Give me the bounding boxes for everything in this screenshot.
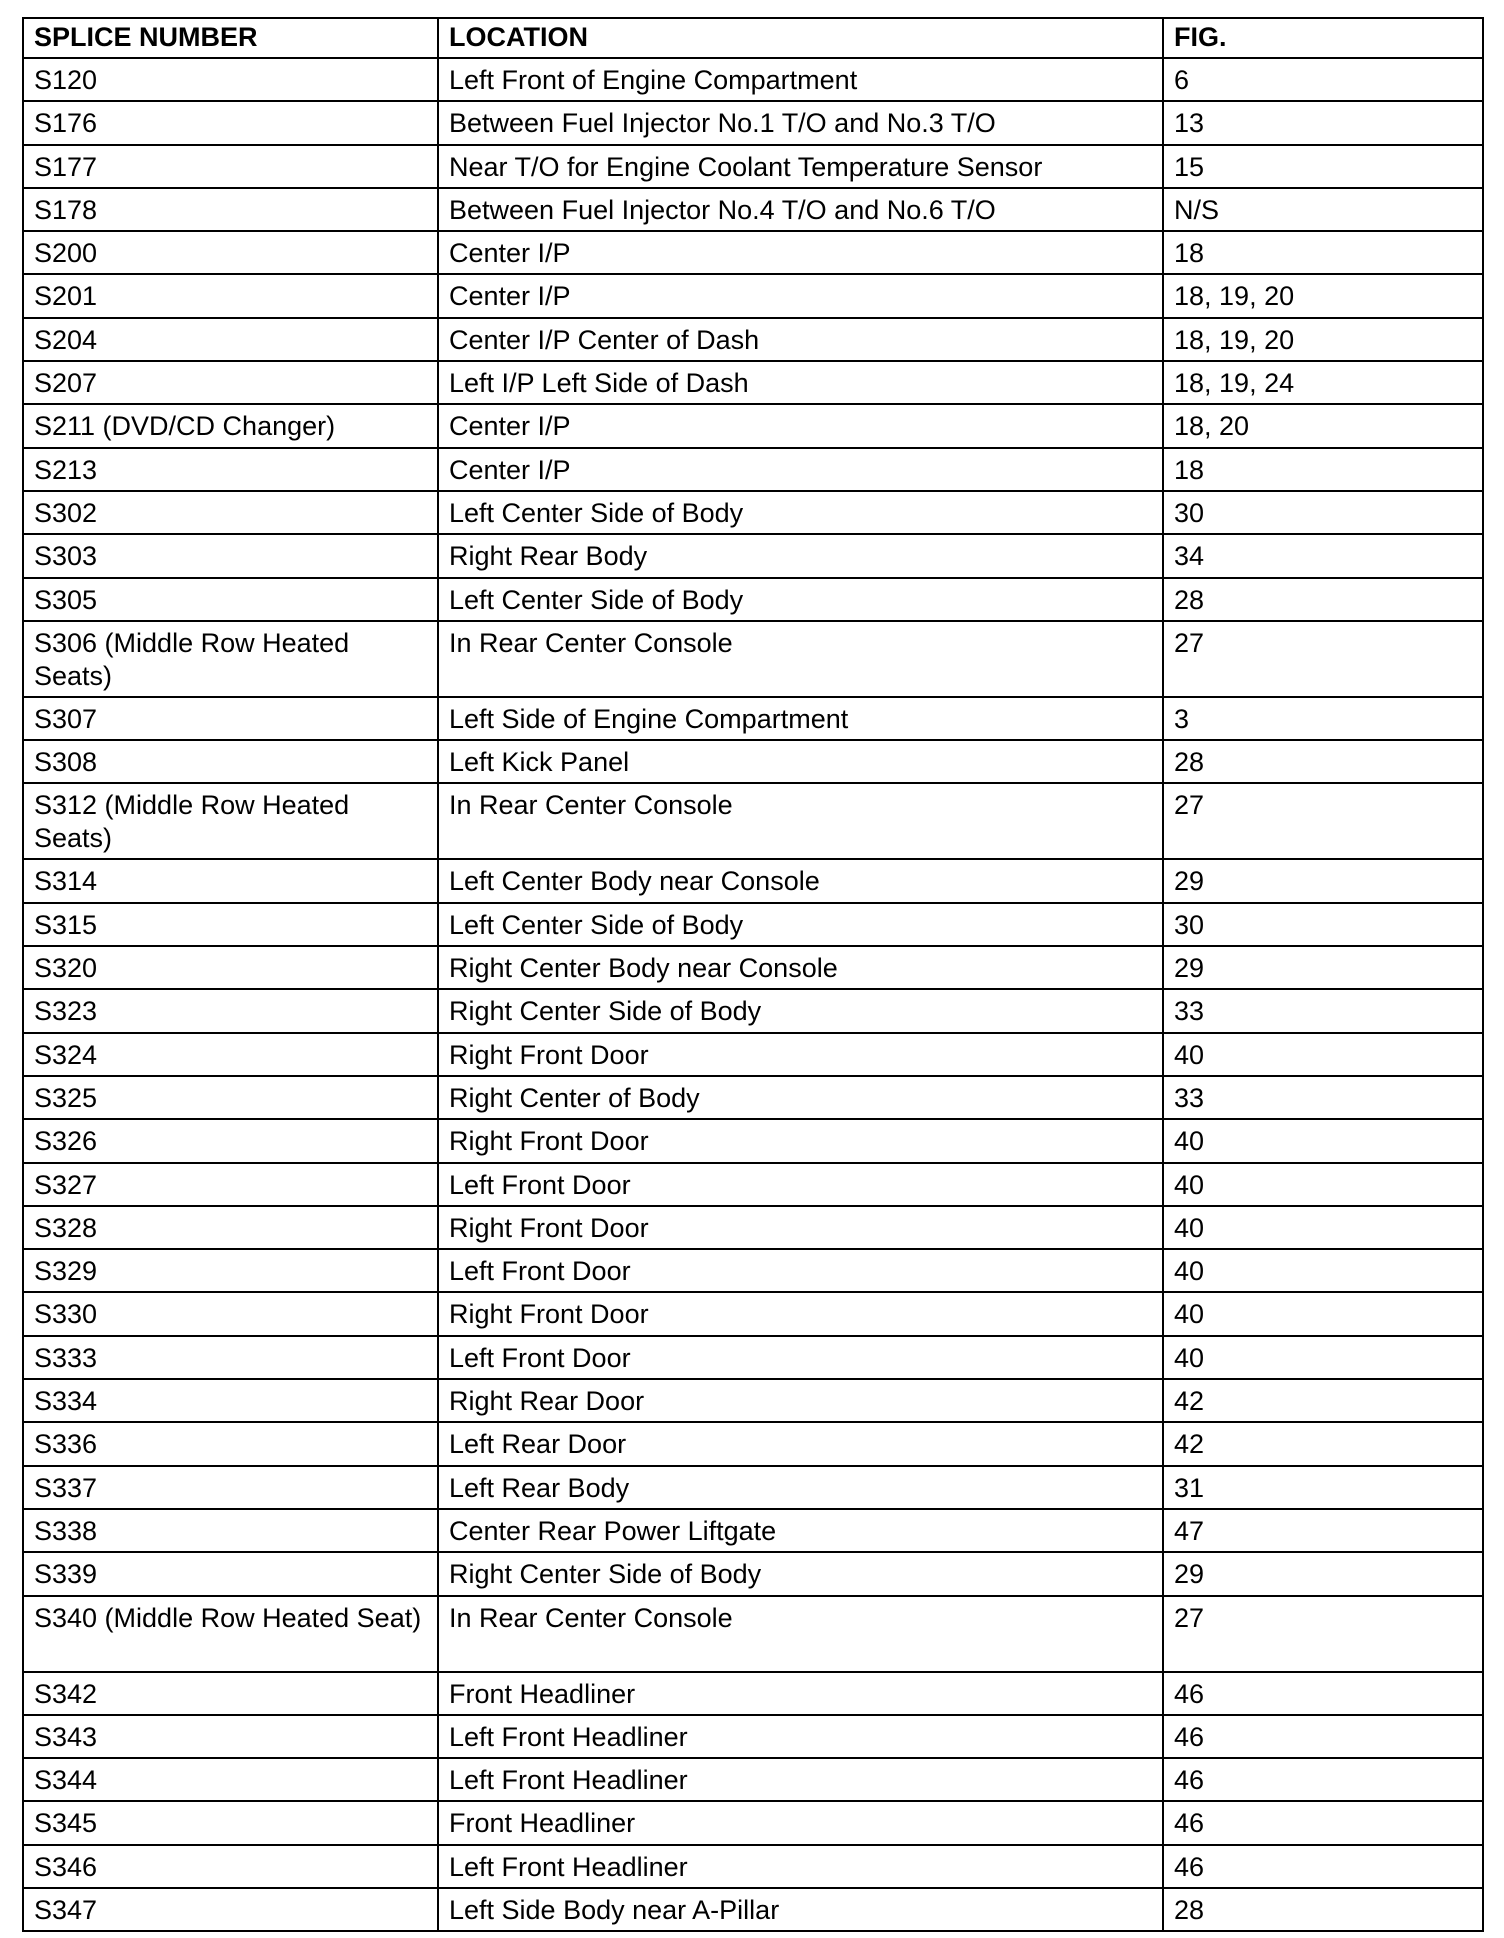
cell-location: Right Center of Body [438,1076,1163,1119]
cell-splice: S303 [23,534,438,577]
cell-fig: 42 [1163,1422,1483,1465]
cell-fig: 18 [1163,231,1483,274]
cell-splice: S312 (Middle Row Heated Seats) [23,783,438,859]
cell-splice: S178 [23,188,438,231]
table-row [23,448,1483,491]
cell-fig: 40 [1163,1249,1483,1292]
cell-fig: N/S [1163,188,1483,231]
cell-location: Right Center Body near Console [438,946,1163,989]
cell-fig: 40 [1163,1033,1483,1076]
cell-fig: 46 [1163,1758,1483,1801]
cell-splice: S177 [23,145,438,188]
cell-location: Right Center Side of Body [438,1552,1163,1595]
table-row [23,946,1483,989]
cell-splice: S338 [23,1509,438,1552]
cell-splice: S342 [23,1672,438,1715]
cell-splice: S201 [23,274,438,317]
cell-fig: 34 [1163,534,1483,577]
table-row [23,859,1483,902]
table-row [23,1758,1483,1801]
cell-location: Left Front Headliner [438,1758,1163,1801]
cell-fig: 46 [1163,1672,1483,1715]
cell-splice: S320 [23,946,438,989]
table-row [23,740,1483,783]
cell-location: Left Center Body near Console [438,859,1163,902]
cell-fig: 18, 19, 24 [1163,361,1483,404]
cell-location: In Rear Center Console [438,783,1163,859]
cell-splice: S200 [23,231,438,274]
cell-fig: 30 [1163,903,1483,946]
cell-location: Center I/P [438,274,1163,317]
cell-location: Right Front Door [438,1119,1163,1162]
cell-splice: S345 [23,1801,438,1844]
cell-location: Right Rear Body [438,534,1163,577]
table-row [23,1422,1483,1465]
cell-location: Left Front Headliner [438,1845,1163,1888]
cell-location: Center Rear Power Liftgate [438,1509,1163,1552]
table-row [23,903,1483,946]
table-row [23,1672,1483,1715]
table-header-row [23,18,1483,58]
cell-splice: S344 [23,1758,438,1801]
splice-location-table [22,17,1484,1932]
cell-splice: S305 [23,578,438,621]
cell-location: Center I/P [438,231,1163,274]
table-row [23,361,1483,404]
cell-fig: 33 [1163,1076,1483,1119]
table-row [23,783,1483,859]
cell-splice: S333 [23,1336,438,1379]
table-row [23,1249,1483,1292]
table-row [23,1292,1483,1335]
cell-splice: S324 [23,1033,438,1076]
cell-location: Left I/P Left Side of Dash [438,361,1163,404]
cell-location: Left Center Side of Body [438,491,1163,534]
cell-splice: S327 [23,1163,438,1206]
cell-fig: 28 [1163,578,1483,621]
cell-location: In Rear Center Console [438,621,1163,697]
cell-fig: 47 [1163,1509,1483,1552]
table-row [23,1509,1483,1552]
cell-fig: 29 [1163,1552,1483,1595]
cell-location: Right Rear Door [438,1379,1163,1422]
table-row [23,1119,1483,1162]
cell-splice: S325 [23,1076,438,1119]
table-row [23,404,1483,447]
cell-location: Center I/P [438,448,1163,491]
document-page [22,17,1482,1932]
cell-location: Left Front Door [438,1336,1163,1379]
cell-fig: 29 [1163,946,1483,989]
table-row [23,1801,1483,1844]
cell-fig: 42 [1163,1379,1483,1422]
table-row [23,58,1483,101]
cell-splice: S340 (Middle Row Heated Seat) [23,1596,438,1672]
cell-splice: S302 [23,491,438,534]
cell-splice: S323 [23,989,438,1032]
cell-fig: 46 [1163,1715,1483,1758]
table-row [23,1379,1483,1422]
cell-splice: S308 [23,740,438,783]
cell-splice: S343 [23,1715,438,1758]
cell-location: Right Front Door [438,1292,1163,1335]
table-row [23,101,1483,144]
cell-location: Left Side Body near A-Pillar [438,1888,1163,1931]
cell-splice: S330 [23,1292,438,1335]
cell-location: Front Headliner [438,1672,1163,1715]
cell-fig: 40 [1163,1206,1483,1249]
cell-location: Left Front Door [438,1249,1163,1292]
cell-splice: S306 (Middle Row Heated Seats) [23,621,438,697]
cell-fig: 40 [1163,1163,1483,1206]
cell-location: Left Front Headliner [438,1715,1163,1758]
cell-fig: 40 [1163,1292,1483,1335]
table-row [23,1845,1483,1888]
cell-splice: S347 [23,1888,438,1931]
cell-location: Front Headliner [438,1801,1163,1844]
cell-splice: S176 [23,101,438,144]
cell-fig: 46 [1163,1845,1483,1888]
cell-fig: 3 [1163,697,1483,740]
table-row [23,534,1483,577]
cell-location: Left Kick Panel [438,740,1163,783]
cell-location: Left Center Side of Body [438,903,1163,946]
table-row [23,578,1483,621]
table-row [23,1033,1483,1076]
cell-fig: 6 [1163,58,1483,101]
table-row [23,1888,1483,1931]
cell-location: Left Front Door [438,1163,1163,1206]
cell-location: Left Rear Door [438,1422,1163,1465]
cell-fig: 27 [1163,621,1483,697]
cell-fig: 40 [1163,1336,1483,1379]
cell-location: Between Fuel Injector No.4 T/O and No.6 T/O [438,188,1163,231]
cell-fig: 18, 19, 20 [1163,274,1483,317]
cell-location: Between Fuel Injector No.1 T/O and No.3 T/O [438,101,1163,144]
cell-splice: S339 [23,1552,438,1595]
table-row [23,621,1483,697]
cell-splice: S314 [23,859,438,902]
cell-location: Left Rear Body [438,1466,1163,1509]
table-row [23,318,1483,361]
cell-location: Center I/P Center of Dash [438,318,1163,361]
cell-location: Center I/P [438,404,1163,447]
cell-location: In Rear Center Console [438,1596,1163,1672]
cell-splice: S307 [23,697,438,740]
cell-fig: 29 [1163,859,1483,902]
cell-splice: S211 (DVD/CD Changer) [23,404,438,447]
cell-splice: S207 [23,361,438,404]
table-body [23,58,1483,1931]
cell-location: Right Front Door [438,1206,1163,1249]
table-row [23,231,1483,274]
cell-fig: 27 [1163,783,1483,859]
cell-fig: 30 [1163,491,1483,534]
table-row [23,1552,1483,1595]
table-row [23,274,1483,317]
table-row [23,1715,1483,1758]
cell-fig: 13 [1163,101,1483,144]
cell-splice: S346 [23,1845,438,1888]
cell-splice: S213 [23,448,438,491]
cell-splice: S337 [23,1466,438,1509]
table-row [23,989,1483,1032]
cell-fig: 27 [1163,1596,1483,1672]
cell-splice: S204 [23,318,438,361]
table-row [23,1336,1483,1379]
cell-splice: S336 [23,1422,438,1465]
cell-fig: 31 [1163,1466,1483,1509]
header-location: LOCATION [438,18,1163,58]
cell-fig: 33 [1163,989,1483,1032]
table-row [23,1076,1483,1119]
cell-fig: 18 [1163,448,1483,491]
cell-fig: 46 [1163,1801,1483,1844]
table-row [23,1163,1483,1206]
cell-fig: 18, 19, 20 [1163,318,1483,361]
cell-splice: S120 [23,58,438,101]
table-row [23,1466,1483,1509]
table-row [23,491,1483,534]
table-row [23,1206,1483,1249]
cell-fig: 40 [1163,1119,1483,1162]
cell-fig: 18, 20 [1163,404,1483,447]
cell-fig: 15 [1163,145,1483,188]
header-splice-number: SPLICE NUMBER [23,18,438,58]
cell-location: Left Center Side of Body [438,578,1163,621]
cell-location: Near T/O for Engine Coolant Temperature Sensor [438,145,1163,188]
cell-location: Left Front of Engine Compartment [438,58,1163,101]
cell-splice: S334 [23,1379,438,1422]
cell-splice: S326 [23,1119,438,1162]
cell-splice: S315 [23,903,438,946]
table-row [23,1596,1483,1672]
cell-location: Left Side of Engine Compartment [438,697,1163,740]
table-row [23,697,1483,740]
cell-location: Right Front Door [438,1033,1163,1076]
cell-location: Right Center Side of Body [438,989,1163,1032]
cell-fig: 28 [1163,1888,1483,1931]
table-row [23,188,1483,231]
header-fig: FIG. [1163,18,1483,58]
cell-splice: S329 [23,1249,438,1292]
cell-splice: S328 [23,1206,438,1249]
table-row [23,145,1483,188]
cell-fig: 28 [1163,740,1483,783]
